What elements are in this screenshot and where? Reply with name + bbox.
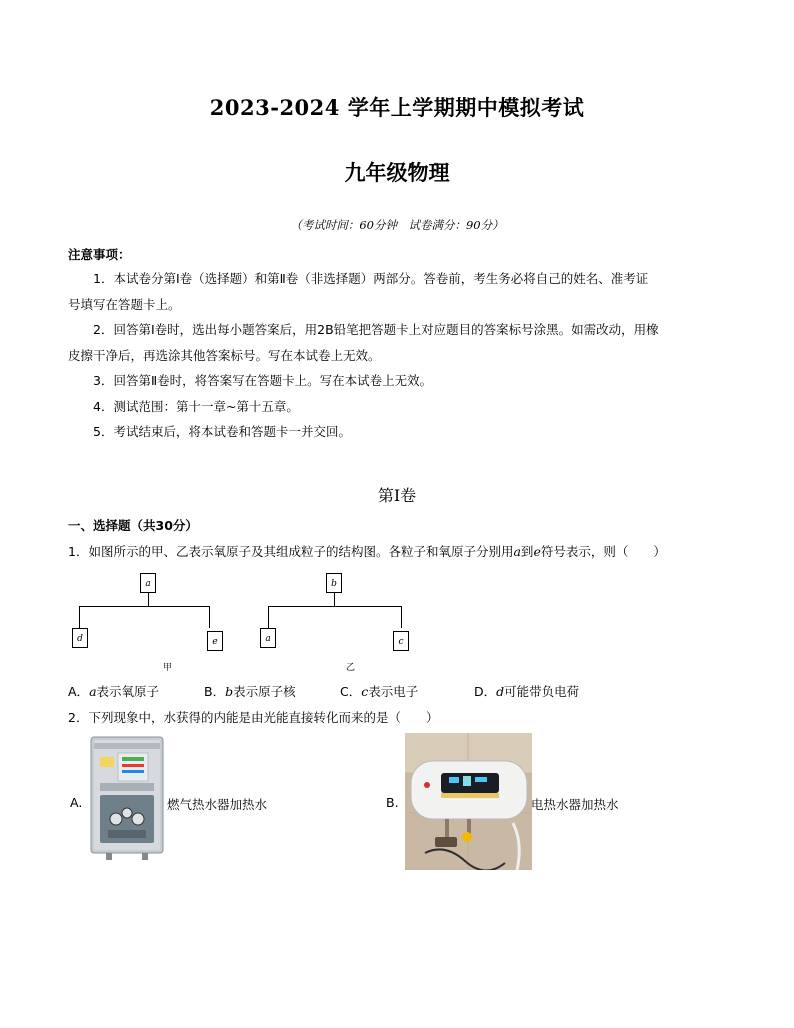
q2-option-b-text: 电热水器加热水	[531, 797, 619, 812]
note-line: 1．本试卷分第Ⅰ卷（选择题）和第Ⅱ卷（非选择题）两部分。答卷前，考生务必将自己的姓名、准考证	[93, 271, 649, 286]
part-heading: 一、选择题（共30分）	[68, 518, 198, 533]
gas-water-heater-image	[86, 735, 168, 860]
particle-box: a	[260, 628, 276, 648]
exam-subtitle: 九年级物理	[344, 160, 450, 185]
electric-water-heater-image	[405, 733, 532, 870]
particle-box: d	[72, 628, 88, 648]
notes-heading: 注意事项：	[68, 247, 131, 262]
q1-option-a[interactable]: A．a表示氧原子	[68, 684, 160, 699]
particle-box: b	[326, 573, 342, 593]
question-2-stem: 2．下列现象中，水获得的内能是由光能直接转化而来的是（ ）	[68, 710, 439, 725]
particle-box: c	[393, 631, 409, 651]
note-line: 5．考试结束后，将本试卷和答题卡一并交回。	[93, 424, 351, 439]
diagram-jia	[70, 570, 230, 680]
q2-option-b-label[interactable]: B.	[386, 795, 399, 810]
diagram-caption: 甲	[163, 663, 173, 673]
q2-option-a-label[interactable]: A.	[70, 795, 83, 810]
particle-box: a	[140, 573, 156, 593]
q1-option-b[interactable]: B．b表示原子核	[204, 684, 296, 699]
q1-option-d[interactable]: D．d可能带负电荷	[474, 684, 580, 699]
diagram-caption: 乙	[346, 663, 356, 673]
note-line: 4．测试范围：第十一章~第十五章。	[93, 398, 299, 414]
section-title: 第Ⅰ卷	[377, 486, 417, 505]
q2-option-a-text: 燃气热水器加热水	[167, 797, 268, 812]
note-line: 号填写在答题卡上。	[68, 296, 181, 312]
note-line: 皮擦干净后，再选涂其他答案标号。写在本试卷上无效。	[68, 347, 381, 363]
diagram-yi	[258, 570, 418, 680]
particle-box: e	[207, 631, 223, 651]
note-line: 2．回答第Ⅰ卷时，选出每小题答案后，用2B铅笔把答题卡上对应题目的答案标号涂黑。如需改动，用橡	[93, 322, 659, 337]
exam-info: （考试时间：60分钟 试卷满分：90分）	[290, 218, 504, 232]
exam-title: 2023-2024 学年上学期期中模拟考试	[209, 95, 585, 120]
note-line: 3．回答第Ⅱ卷时，将答案写在答题卡上。写在本试卷上无效。	[93, 373, 433, 388]
notes-list	[68, 266, 728, 445]
question-1-stem: 1．如图所示的甲、乙表示氧原子及其组成粒子的结构图。各粒子和氧原子分别用a到e符号表示，则（ ）	[68, 544, 666, 559]
q1-option-c[interactable]: C．c表示电子	[340, 684, 419, 699]
